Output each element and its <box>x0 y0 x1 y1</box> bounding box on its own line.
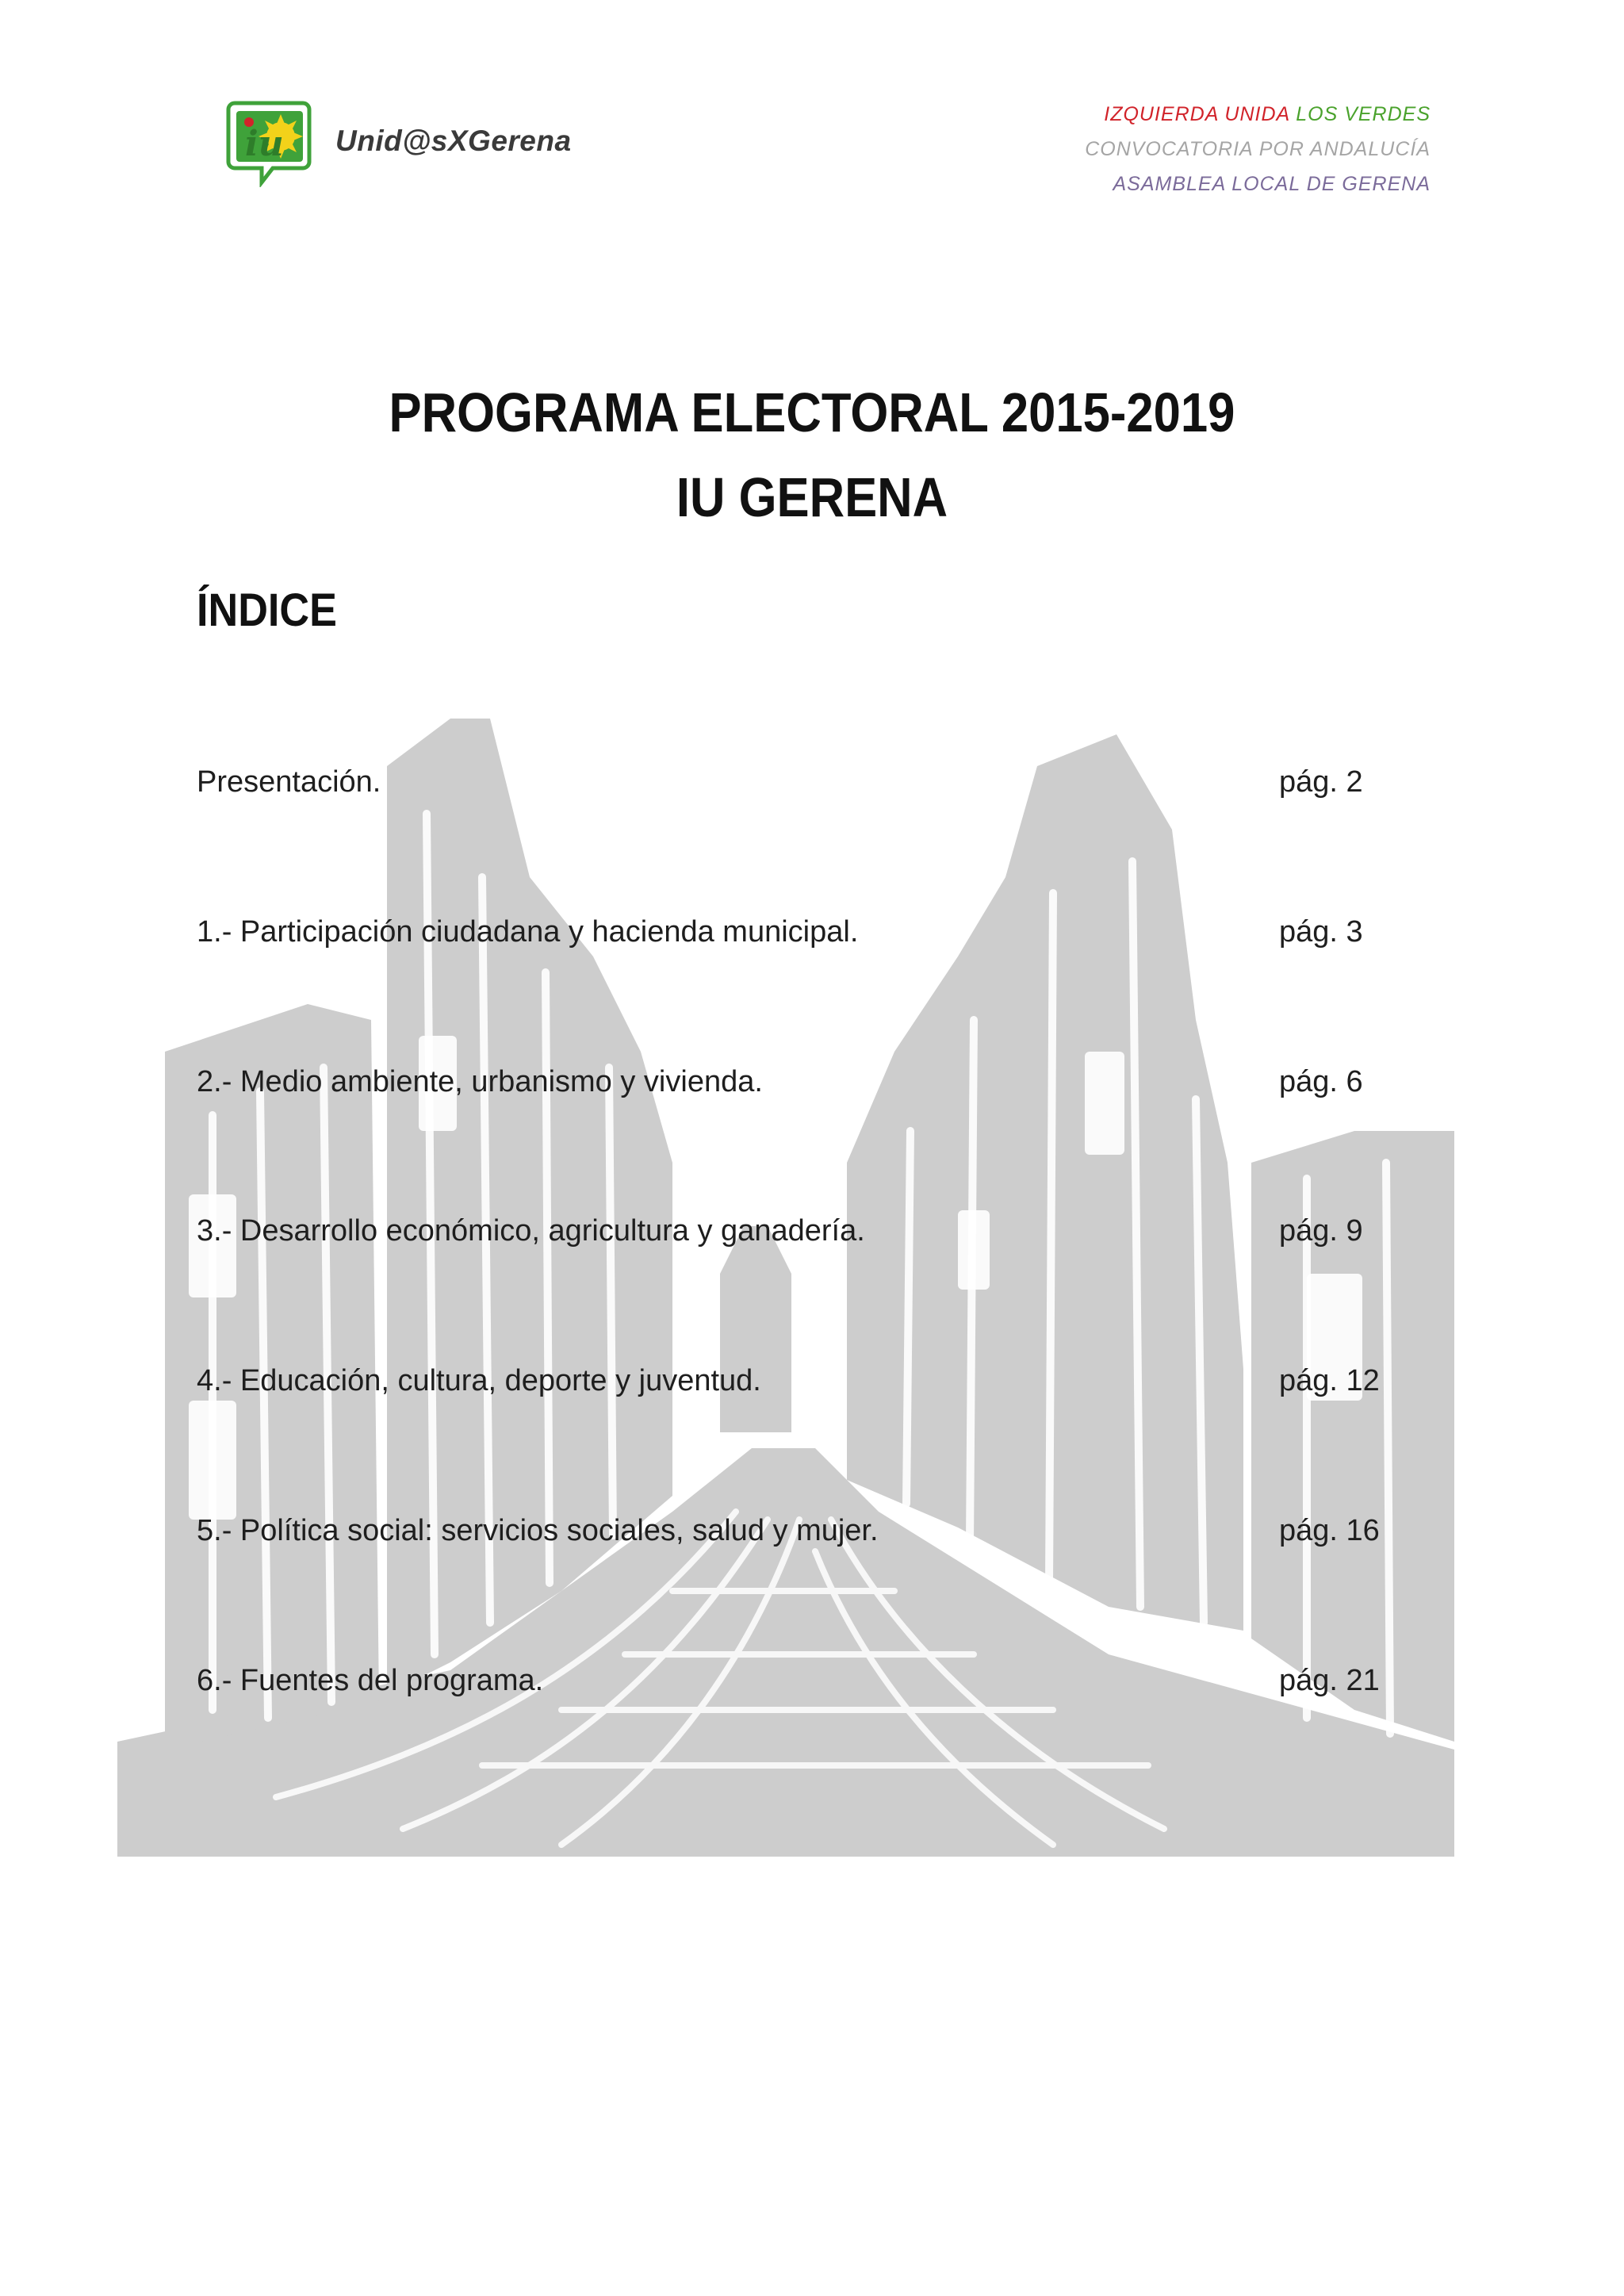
index-heading: ÍNDICE <box>197 585 337 636</box>
organization-block <box>1085 97 1431 201</box>
toc-entry-label: 4.- Educación, cultura, deporte y juventud. <box>197 1364 761 1397</box>
document-subtitle: IU GERENA <box>676 466 948 528</box>
toc-entry-page: pág. 21 <box>1279 1664 1380 1697</box>
toc-entry-page: pág. 2 <box>1279 765 1363 799</box>
document-title: PROGRAMA ELECTORAL 2015-2019 <box>389 381 1235 443</box>
toc-entry-page: pág. 9 <box>1279 1214 1363 1248</box>
toc-entry-presentation <box>197 765 1386 813</box>
toc-entry-label: 2.- Medio ambiente, urbanismo y vivienda. <box>197 1065 763 1098</box>
toc-entry-page: pág. 3 <box>1279 915 1363 949</box>
toc-entry-3 <box>197 1214 1386 1262</box>
toc-entry-5 <box>197 1514 1386 1562</box>
toc-entry-label: 3.- Desarrollo económico, agricultura y ganadería. <box>197 1214 865 1248</box>
toc-entry-page: pág. 16 <box>1279 1514 1380 1547</box>
logo-lettering: iu <box>245 124 284 164</box>
org-line-3: ASAMBLEA LOCAL DE GERENA <box>1113 173 1431 195</box>
toc-entry-page: pág. 6 <box>1279 1065 1363 1098</box>
org-line-1 <box>1085 97 1431 132</box>
brand-name: Unid@sXGerena <box>335 125 572 157</box>
org-name-red: IZQUIERDA UNIDA <box>1104 103 1290 125</box>
toc-entry-label: 5.- Política social: servicios sociales, salud y mujer. <box>197 1514 879 1547</box>
toc-entry-4 <box>197 1364 1386 1412</box>
toc-entry-2 <box>197 1065 1386 1113</box>
toc-entry-label: Presentación. <box>197 765 381 799</box>
toc-entry-6 <box>197 1664 1386 1711</box>
org-line-2: CONVOCATORIA POR ANDALUCÍA <box>1085 138 1431 160</box>
toc-entry-page: pág. 12 <box>1279 1364 1380 1397</box>
iu-logo <box>224 95 316 187</box>
toc-entry-1 <box>197 915 1386 963</box>
org-name-green: LOS VERDES <box>1296 103 1431 125</box>
toc-entry-label: 6.- Fuentes del programa. <box>197 1664 544 1697</box>
iu-logo-icon <box>224 95 316 187</box>
toc-entry-label: 1.- Participación ciudadana y hacienda municipal. <box>197 915 859 949</box>
